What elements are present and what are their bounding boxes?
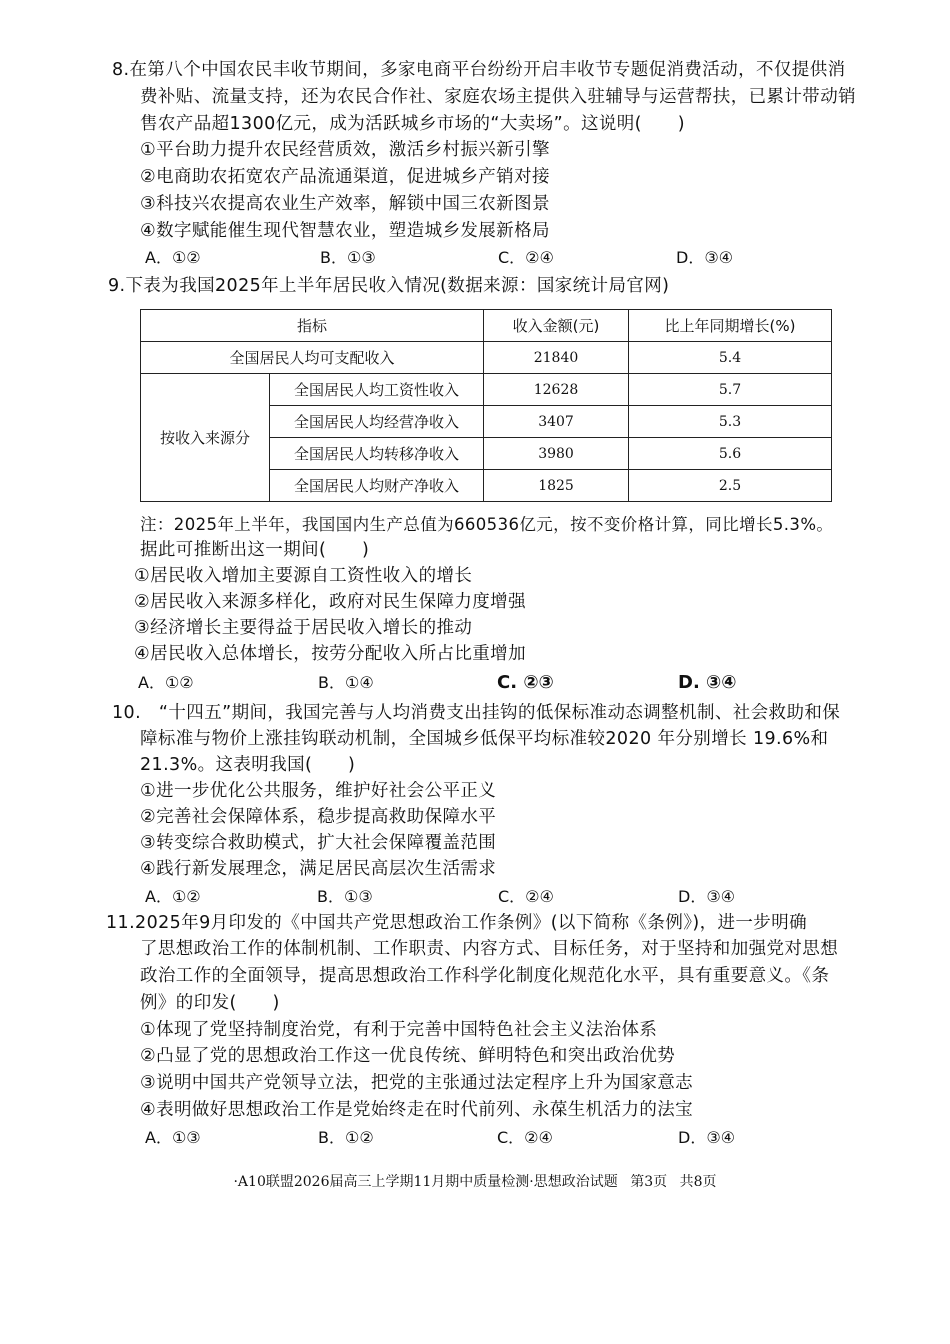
- q10-choice-c: C．②④: [498, 887, 554, 906]
- row-growth: 5.7: [629, 374, 832, 406]
- row-label: 全国居民人均转移净收入: [270, 438, 484, 470]
- q10-option-3: ③转变综合救助模式，扩大社会保障覆盖范围: [140, 833, 497, 853]
- q8-choice-c: C．②④: [498, 248, 554, 267]
- q10-option-4: ④践行新发展理念，满足居民高层次生活需求: [140, 859, 497, 879]
- row-label: 全国居民人均可支配收入: [141, 342, 484, 374]
- q8-stem-line-3: 售农产品超1300亿元，成为活跃城乡市场的“大卖场”。这说明( ): [140, 114, 685, 134]
- page-footer: [0, 1171, 950, 1191]
- row-growth: 5.6: [629, 438, 832, 470]
- footer-page-number: 第3页: [630, 1174, 668, 1190]
- q11-choice-b: B．①②: [318, 1128, 374, 1147]
- q9-note: 注：2025年上半年，我国国内生产总值为660536亿元，按不变价格计算，同比增长5.3%。: [140, 515, 834, 534]
- table-header-row: [141, 310, 832, 342]
- q11-choice-a: A．①③: [145, 1128, 201, 1147]
- q9-option-3: ③经济增长主要得益于居民收入增长的推动: [134, 618, 473, 638]
- row-amount: 1825: [484, 470, 629, 502]
- row-label: 全国居民人均经营净收入: [270, 406, 484, 438]
- header-amount: 收入金额(元): [484, 310, 629, 342]
- row-amount: 3407: [484, 406, 629, 438]
- q8-choice-d: D．③④: [676, 248, 734, 267]
- q10-choice-d: D．③④: [678, 887, 736, 906]
- q11-stem-line-4: 例》的印发( ): [140, 993, 280, 1013]
- footer-total-pages: 共8页: [679, 1174, 717, 1190]
- q8-option-2: ②电商助农拓宽农产品流通渠道，促进城乡产销对接: [140, 167, 550, 187]
- q9-option-1: ①居民收入增加主要源自工资性收入的增长: [134, 566, 473, 586]
- group-label: 按收入来源分: [141, 374, 270, 502]
- q8-choice-b: B．①③: [320, 248, 376, 267]
- q11-option-1: ①体现了党坚持制度治党，有利于完善中国特色社会主义法治体系: [140, 1020, 658, 1040]
- row-amount: 3980: [484, 438, 629, 470]
- q10-stem-line-2: 障标准与物价上涨挂钩联动机制，全国城乡低保平均标准较2020 年分别增长 19.6%和: [140, 729, 829, 749]
- row-label: 全国居民人均财产净收入: [270, 470, 484, 502]
- q11-option-4: ④表明做好思想政治工作是党始终走在时代前列、永葆生机活力的法宝: [140, 1100, 694, 1120]
- q8-option-1: ①平台助力提升农民经营质效，激活乡村振兴新引擎: [140, 140, 550, 160]
- q10-choice-b: B．①③: [317, 887, 373, 906]
- row-growth: 2.5: [629, 470, 832, 502]
- q10-choice-a: A．①②: [145, 887, 201, 906]
- q10-option-1: ①进一步优化公共服务，维护好社会公平正义: [140, 781, 497, 801]
- q11-stem-line-2: 了思想政治工作的体制机制、工作职责、内容方式、目标任务，对于坚持和加强党对思想: [140, 939, 839, 959]
- q8-choice-a: A．①②: [145, 248, 201, 267]
- q8-stem-line-2: 费补贴、流量支持，还为农民合作社、家庭农场主提供入驻辅导与运营帮扶，已累计带动销: [140, 87, 856, 107]
- q9-prompt: 据此可推断出这一期间( ): [140, 540, 370, 560]
- q8-option-3: ③科技兴农提高农业生产效率，解锁中国三农新图景: [140, 194, 550, 214]
- q8-option-4: ④数字赋能催生现代智慧农业，塑造城乡发展新格局: [140, 221, 550, 241]
- row-amount: 21840: [484, 342, 629, 374]
- q8-stem-line-1: 8.在第八个中国农民丰收节期间，多家电商平台纷纷开启丰收节专题促消费活动，不仅提供消: [112, 60, 846, 80]
- income-table: [140, 309, 832, 502]
- q9-choice-a: A．①②: [138, 673, 194, 692]
- q9-choice-b: B．①④: [318, 673, 374, 692]
- header-growth: 比上年同期增长(%): [629, 310, 832, 342]
- row-growth: 5.3: [629, 406, 832, 438]
- q11-option-3: ③说明中国共产党领导立法，把党的主张通过法定程序上升为国家意志: [140, 1073, 694, 1093]
- q9-stem: 9.下表为我国2025年上半年居民收入情况(数据来源：国家统计局官网): [108, 276, 670, 296]
- table-row: [141, 342, 832, 374]
- footer-title: ·A10联盟2026届高三上学期11月期中质量检测·思想政治试题: [233, 1174, 618, 1190]
- row-label: 全国居民人均工资性收入: [270, 374, 484, 406]
- q10-stem-line-1: 10. “十四五”期间，我国完善与人均消费支出挂钩的低保标准动态调整机制、社会救助和保: [112, 703, 841, 723]
- q11-option-2: ②凸显了党的思想政治工作这一优良传统、鲜明特色和突出政治优势: [140, 1046, 676, 1066]
- row-amount: 12628: [484, 374, 629, 406]
- q11-stem-line-3: 政治工作的全面领导，提高思想政治工作科学化制度化规范化水平，具有重要意义。《条: [140, 966, 830, 986]
- q10-stem-line-3: 21.3%。这表明我国( ): [140, 755, 356, 775]
- q11-choice-d: D．③④: [678, 1128, 736, 1147]
- q9-choice-c: C. ②③: [497, 672, 554, 693]
- q11-choice-c: C．②④: [497, 1128, 553, 1147]
- row-growth: 5.4: [629, 342, 832, 374]
- q9-choice-d: D. ③④: [678, 672, 737, 693]
- q10-option-2: ②完善社会保障体系，稳步提高救助保障水平: [140, 807, 497, 827]
- q9-option-2: ②居民收入来源多样化，政府对民生保障力度增强: [134, 592, 526, 612]
- q11-stem-line-1: 11.2025年9月印发的《中国共产党思想政治工作条例》(以下简称《条例》)，进一步明确: [106, 913, 808, 933]
- q9-option-4: ④居民收入总体增长，按劳分配收入所占比重增加: [134, 644, 526, 664]
- table-row: [141, 374, 832, 406]
- header-indicator: 指标: [141, 310, 484, 342]
